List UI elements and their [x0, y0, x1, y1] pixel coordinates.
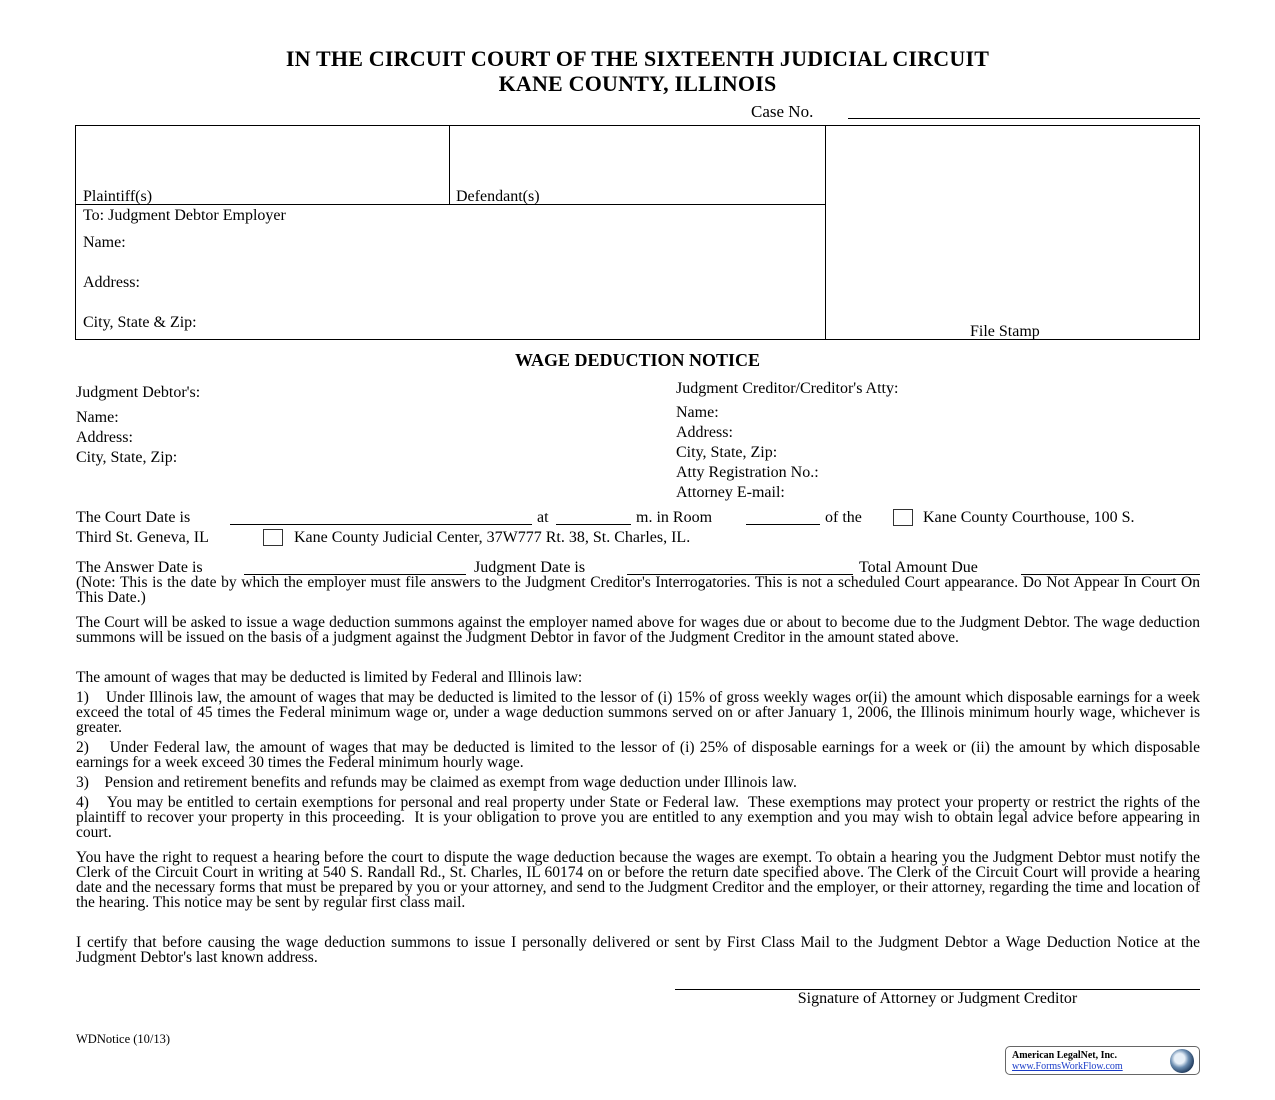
paragraph-hearing: You have the right to request a hearing before the court to dispute the wage deduction because the wages are exempt. To obtain a hearing you the Judgment Debtor must notify the Clerk of the Circuit Court in writing at 540 S. Randall Rd., St. Charles, IL 60174 on or before the return date specified above. The Clerk of the Circuit Court will provide a hearing date and the necessary forms that must be prepared by you or your attorney, and send to the Judgment Creditor and the employer, or their attorney, regarding the time and location of the hearing. This notice may be sent by regular first class mail.: [76, 849, 1200, 911]
creditor-address-label: Address:: [676, 424, 733, 441]
legalnet-logo[interactable]: [1005, 1046, 1200, 1075]
employer-city-label: City, State & Zip:: [83, 314, 197, 331]
caption-box: [75, 125, 1200, 340]
paragraph-limits-intro: The amount of wages that may be deducted is limited by Federal and Illinois law:: [76, 669, 583, 686]
county-title: KANE COUNTY, ILLINOIS: [498, 71, 777, 96]
notice-title: WAGE DEDUCTION NOTICE: [514, 350, 761, 370]
defendant-label: Defendant(s): [456, 188, 540, 205]
paragraph-certification: I certify that before causing the wage deduction summons to issue I personally delivered or sent by First Class Mail to the Judgment Debtor a Wage Deduction Notice at the Judgment Debtor's last known address.: [76, 934, 1200, 966]
debtor-address-label: Address:: [76, 429, 133, 446]
debtor-name-label: Name:: [76, 409, 119, 426]
creditor-email-label: Attorney E-mail:: [676, 484, 785, 501]
of-the-label: of the: [825, 509, 862, 526]
answer-date-label: The Answer Date is: [76, 559, 203, 576]
paragraph-summons: The Court will be asked to issue a wage deduction summons against the employer named above for wages due or about to become due to the Judgment Debtor. The wage deduction summons will be issued on the basis of a judgment against the Judgment Debtor in favor of the Judgment Creditor in the amount stated above.: [76, 614, 1200, 646]
courthouse-checkbox[interactable]: [893, 509, 913, 526]
total-amount-label: Total Amount Due: [859, 559, 978, 576]
creditor-heading: Judgment Creditor/Creditor's Atty:: [676, 380, 899, 397]
form-id: WDNotice (10/13): [76, 1032, 171, 1046]
employer-to-label: To: Judgment Debtor Employer: [83, 207, 286, 224]
court-time-field[interactable]: [556, 524, 631, 525]
court-date-label: The Court Date is: [76, 509, 191, 526]
courthouse-option-label: Kane County Courthouse, 100 S.: [923, 509, 1135, 526]
file-stamp-label: File Stamp: [970, 323, 1040, 340]
creditor-reg-label: Atty Registration No.:: [676, 464, 819, 481]
limit-item-1: 1) Under Illinois law, the amount of wages that may be deducted is limited to the lessor of (i) 15% of gross weekly wages or(ii) the amount which disposable earnings for a week exceed the total of 45 times the Federal minimum wage or, under a wage deduction summons served on or after January 1, 2006, the Illinois minimum hourly wage, whichever is greater.: [76, 689, 1204, 736]
answer-note: (Note: This is the date by which the employer must file answers to the Judgment Creditor's Interrogatories. This is not a scheduled Court appearance. Do Not Appear In Court On This Date.): [76, 574, 1200, 606]
case-no-field[interactable]: [848, 118, 1200, 119]
court-m-room-label: m. in Room: [636, 509, 713, 526]
judicial-center-option-label: Kane County Judicial Center, 37W777 Rt. 38, St. Charles, IL.: [294, 529, 691, 546]
debtor-city-label: City, State, Zip:: [76, 449, 178, 466]
court-room-field[interactable]: [746, 524, 820, 525]
signature-label: Signature of Attorney or Judgment Creditor: [797, 990, 1078, 1007]
creditor-city-label: City, State, Zip:: [676, 444, 778, 461]
employer-name-label: Name:: [83, 234, 126, 251]
globe-icon: [1170, 1049, 1194, 1073]
court-at-label: at: [537, 509, 549, 526]
file-stamp-divider: [825, 125, 826, 340]
caption-hdivider: [75, 204, 826, 205]
employer-address-label: Address:: [83, 274, 140, 291]
limit-item-3: 3) Pension and retirement benefits and refunds may be claimed as exempt from wage deduction under Illinois law.: [76, 774, 797, 791]
logo-company: American LegalNet, Inc.: [1012, 1050, 1117, 1061]
courthouse-option-cont: Third St. Geneva, IL: [76, 529, 209, 546]
court-title: IN THE CIRCUIT COURT OF THE SIXTEENTH JUDICIAL CIRCUIT: [285, 46, 990, 71]
debtor-heading: Judgment Debtor's:: [76, 384, 201, 401]
caption-divider: [449, 125, 450, 205]
logo-url-link[interactable]: www.FormsWorkFlow.com: [1012, 1061, 1123, 1072]
limit-item-2: 2) Under Federal law, the amount of wages that may be deducted is limited to the lessor of (i) 25% of disposable earnings for a week or (ii) the amount by which disposable earnings for a week exceed 30 times the Federal minimum hourly wage.: [76, 739, 1204, 771]
judicial-center-checkbox[interactable]: [263, 529, 283, 546]
creditor-name-label: Name:: [676, 404, 719, 421]
judgment-date-label: Judgment Date is: [474, 559, 586, 576]
limit-item-4: 4) You may be entitled to certain exemptions for personal and real property under State or Federal law. These exemptions may protect your property or restrict the rights of the plaintiff to recover your property in this proceeding. It is your obligation to prove you are entitled to any exemption and you may wish to obtain legal advice before appearing in court.: [76, 794, 1204, 841]
case-no-label: Case No.: [751, 102, 814, 121]
plaintiff-label: Plaintiff(s): [83, 188, 153, 205]
court-date-field[interactable]: [230, 524, 532, 525]
